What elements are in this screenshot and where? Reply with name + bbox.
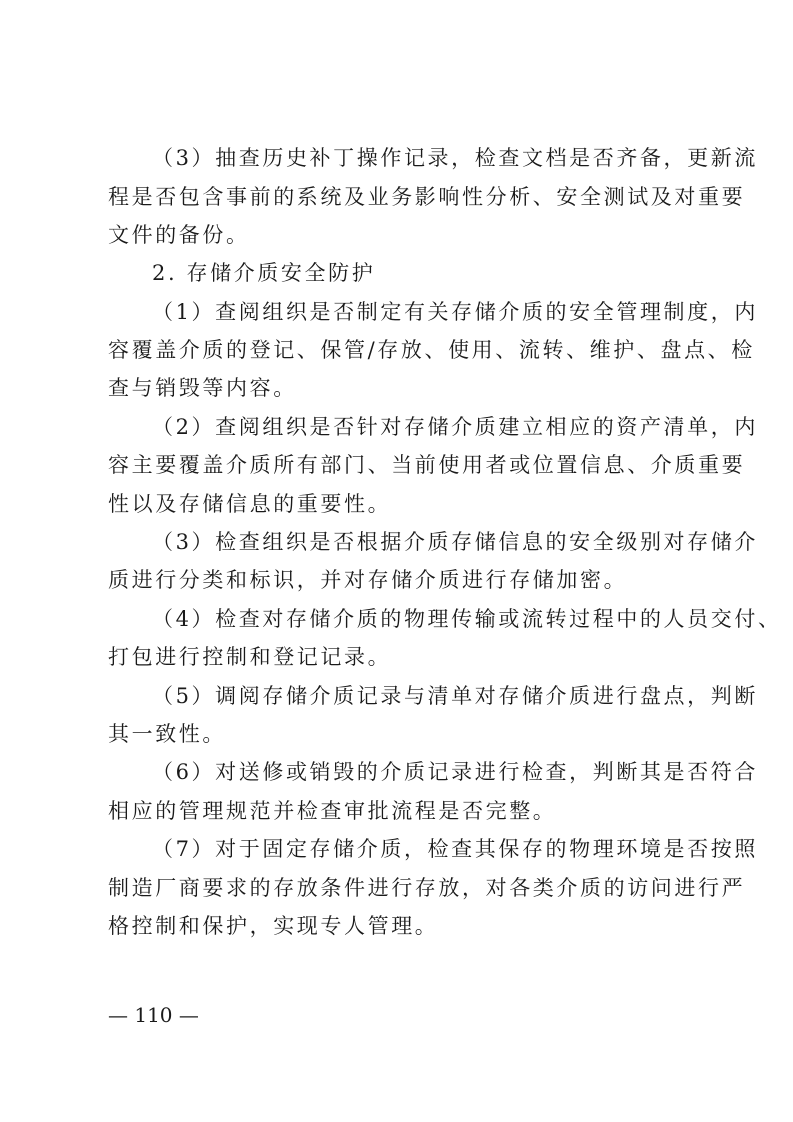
paragraph-line: 其一致性。: [108, 722, 226, 746]
paragraph-line: 相应的管理规范并检查审批流程是否完整。: [108, 799, 557, 823]
paragraph-line: 质进行分类和标识，并对存储介质进行存储加密。: [108, 568, 628, 592]
paragraph-line: 格控制和保护，实现专人管理。: [108, 914, 439, 938]
paragraph-line: 文件的备份。: [108, 223, 250, 247]
paragraph-line: （1）查阅组织是否制定有关存储介质的安全管理制度，内: [152, 300, 758, 324]
paragraph-line: 容主要覆盖介质所有部门、当前使用者或位置信息、介质重要: [108, 453, 746, 477]
paragraph-line: （7）对于固定存储介质，检查其保存的物理环境是否按照: [152, 837, 758, 861]
paragraph-line: 打包进行控制和登记记录。: [108, 645, 392, 669]
paragraph-line: （5）调阅存储介质记录与清单对存储介质进行盘点，判断: [152, 684, 758, 708]
paragraph-line: （2）查阅组织是否针对存储介质建立相应的资产清单，内: [152, 415, 758, 439]
page-number: — 110 —: [108, 1003, 199, 1027]
paragraph-line: （3）抽查历史补丁操作记录，检查文档是否齐备，更新流: [152, 146, 758, 170]
paragraph-line: （6）对送修或销毁的介质记录进行检查，判断其是否符合: [152, 760, 758, 784]
paragraph-line: 程是否包含事前的系统及业务影响性分析、安全测试及对重要: [108, 185, 746, 209]
paragraph-line: （3）检查组织是否根据介质存储信息的安全级别对存储介: [152, 530, 758, 554]
paragraph-line: 性以及存储信息的重要性。: [108, 492, 392, 516]
paragraph-line: 容覆盖介质的登记、保管/存放、使用、流转、维护、盘点、检: [108, 338, 755, 362]
paragraph-line: （4）检查对存储介质的物理传输或流转过程中的人员交付、: [152, 607, 782, 631]
paragraph-line: 制造厂商要求的存放条件进行存放，对各类介质的访问进行严: [108, 876, 746, 900]
paragraph-line: 查与销毁等内容。: [108, 376, 297, 400]
section-heading: 2. 存储介质安全防护: [152, 261, 376, 285]
